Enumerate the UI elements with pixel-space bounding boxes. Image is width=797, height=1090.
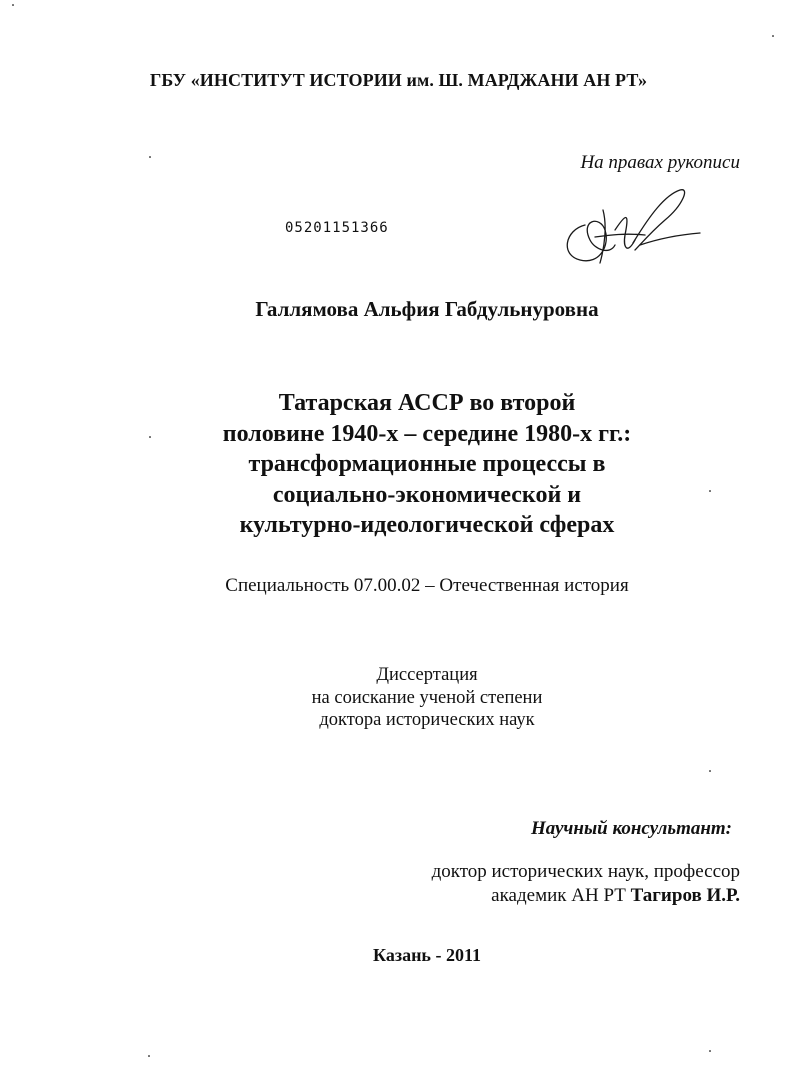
title-line: Татарская АССР во второй <box>278 390 576 416</box>
consultant-title <box>432 884 740 908</box>
consultant-name: Тагиров И.Р. <box>630 885 740 906</box>
scan-speck <box>772 35 774 37</box>
scan-speck <box>149 436 151 438</box>
specialty: Специальность 07.00.02 – Отечественная история <box>225 575 629 596</box>
consultant-info <box>432 860 740 908</box>
manuscript-note: На правах рукописи <box>580 152 740 173</box>
title-line: культурно-идеологической сферах <box>239 512 615 538</box>
consultant-label: Научный консультант: <box>530 818 732 839</box>
dissertation-line: Диссертация <box>376 665 478 685</box>
dissertation-title <box>0 388 797 541</box>
title-line: социально-экономической и <box>272 481 582 508</box>
scan-speck <box>709 770 711 772</box>
dissertation-line: доктора исторических наук <box>319 710 535 730</box>
scan-speck <box>709 490 711 492</box>
scan-speck <box>709 1050 711 1052</box>
author-name: Галлямова Альфия Габдульнуровна <box>255 297 599 321</box>
scan-speck <box>148 1055 150 1057</box>
consultant-rank: академик АН РТ <box>491 885 631 906</box>
archive-code: 05201151366 <box>285 220 389 236</box>
city-year: Казань - 2011 <box>373 945 481 965</box>
title-line: половине 1940-х – середине 1980-х гг.: <box>222 420 632 447</box>
signature-image <box>555 185 705 270</box>
scan-speck <box>149 156 151 158</box>
dissertation-line: на соискание ученой степени <box>311 687 543 708</box>
title-line: трансформационные процессы в <box>248 451 606 477</box>
consultant-degree: доктор исторических наук, профессор <box>431 861 740 882</box>
institute-header: ГБУ «ИНСТИТУТ ИСТОРИИ им. Ш. МАРДЖАНИ АН РТ» <box>149 70 648 90</box>
scan-speck <box>12 4 14 6</box>
dissertation-degree <box>0 664 797 732</box>
